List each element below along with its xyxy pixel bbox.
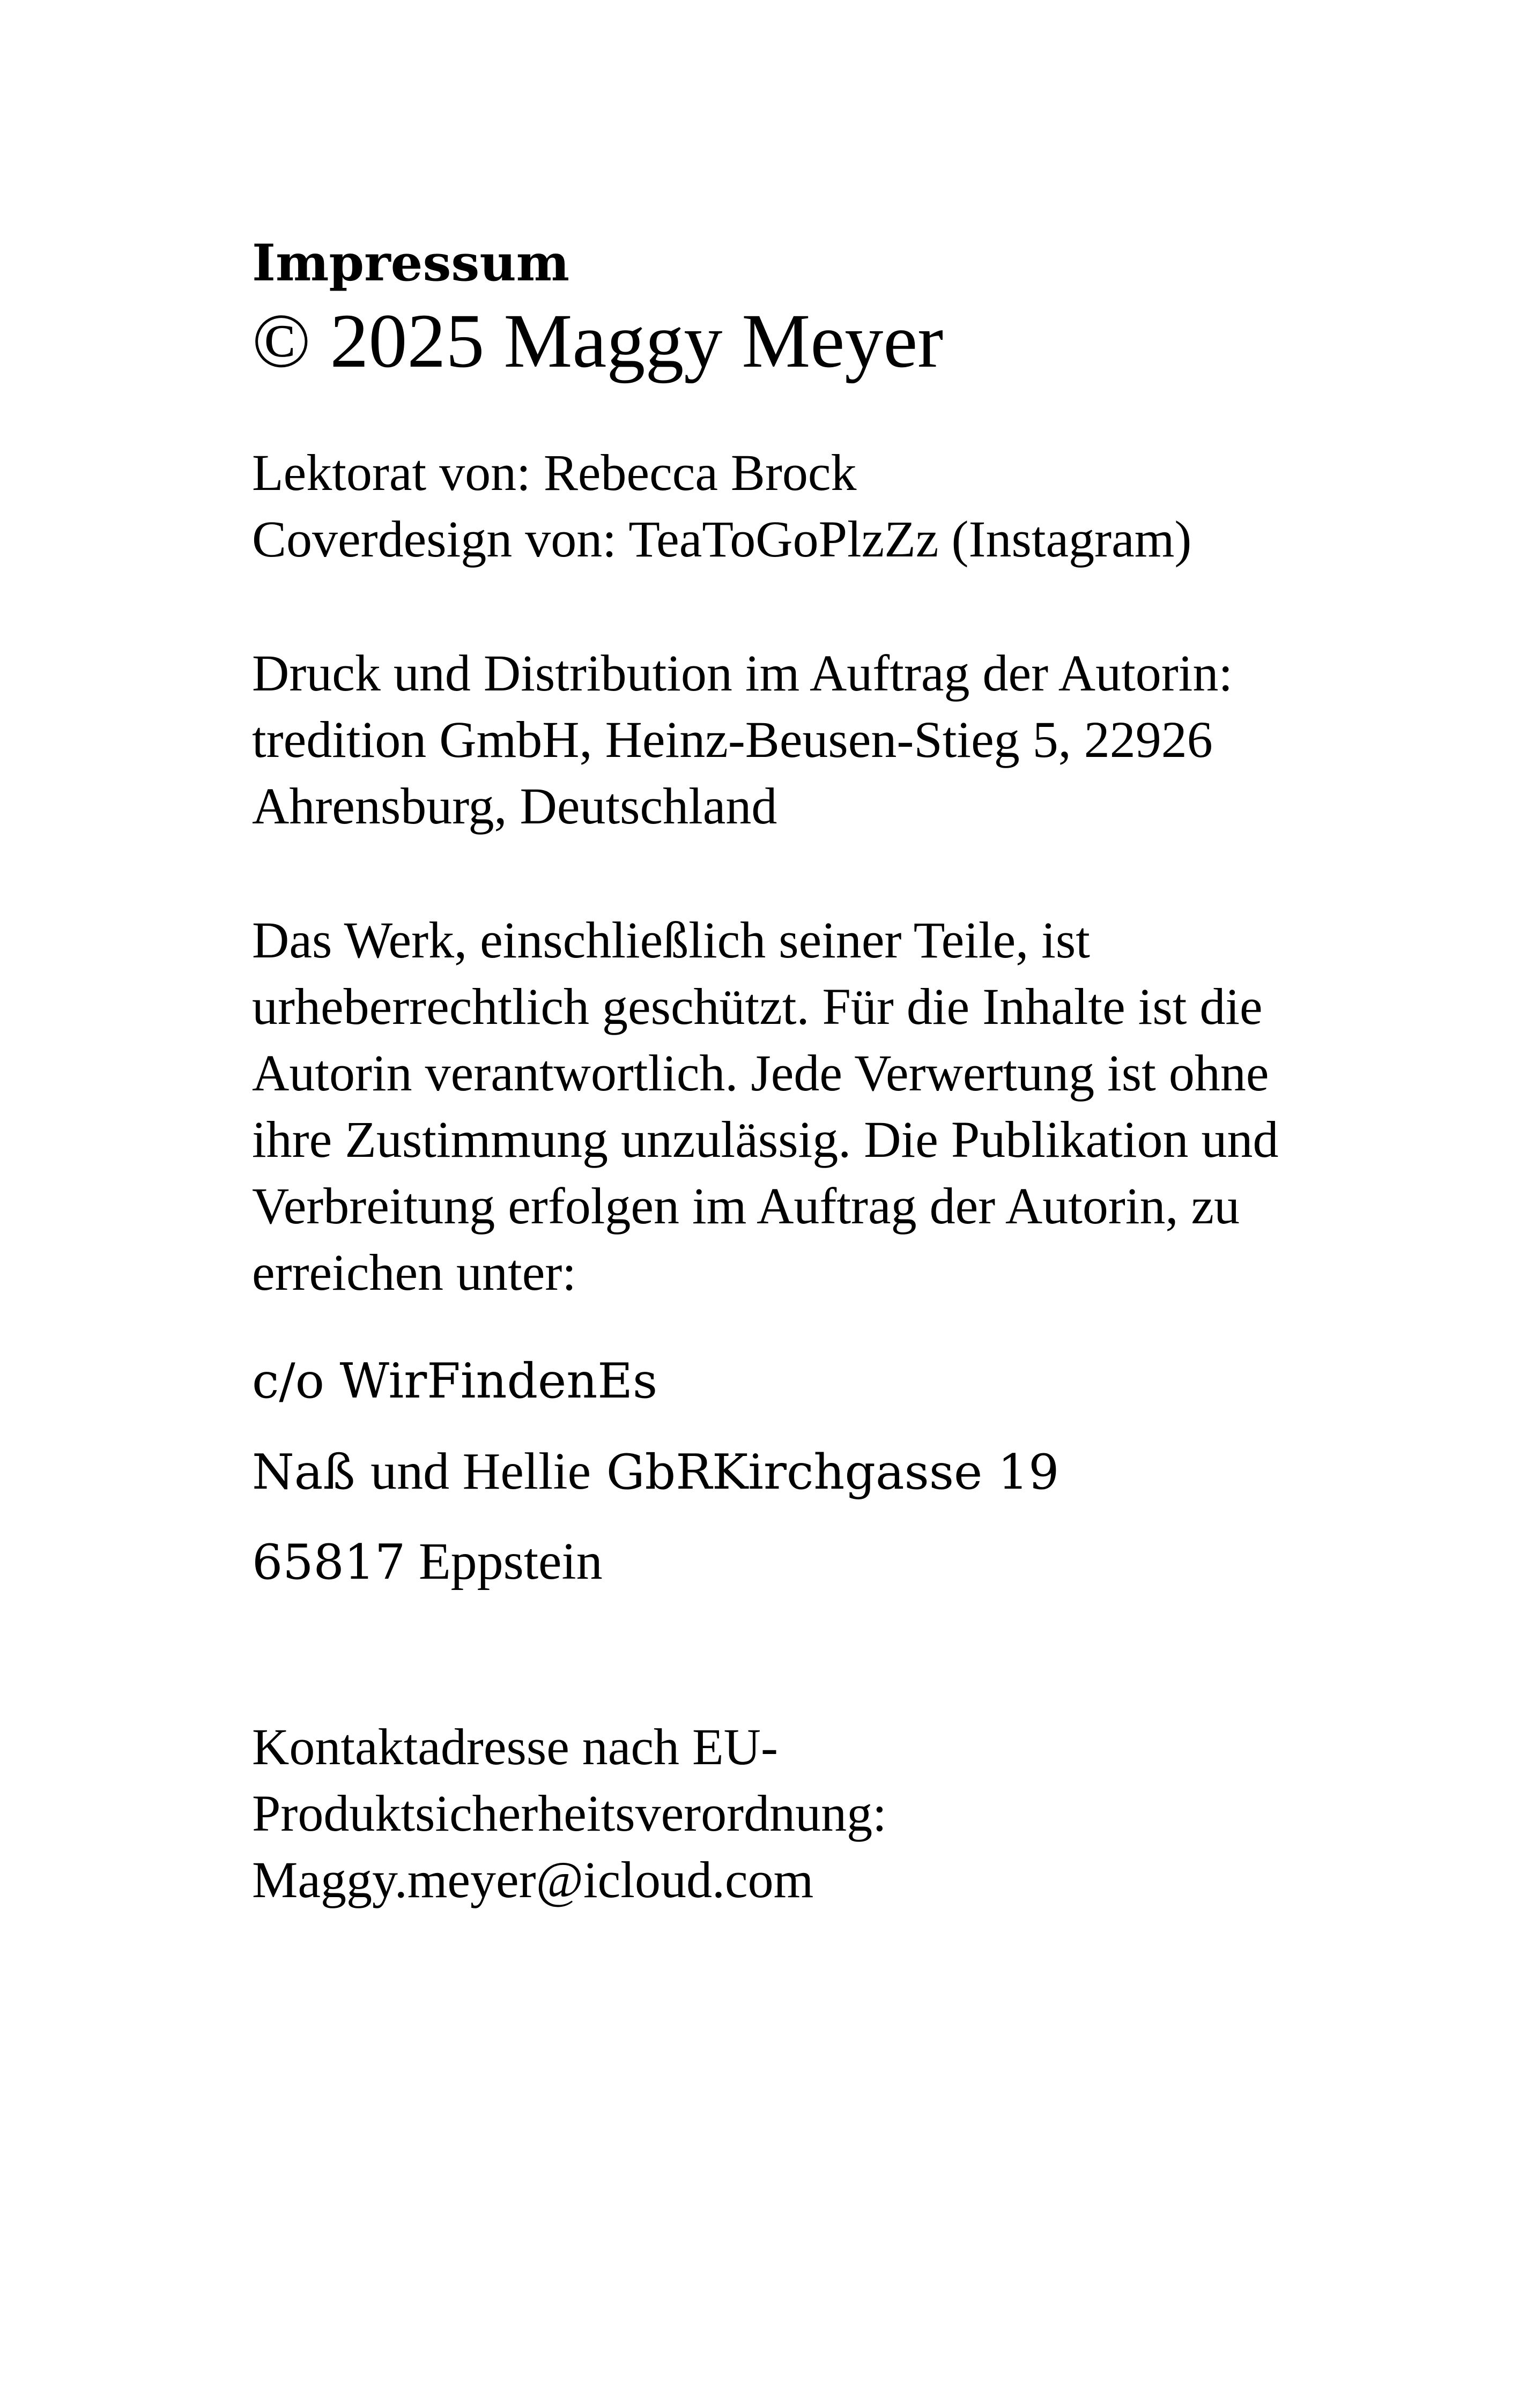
print-line: Druck und Distribution im Auftrag der Autorin: bbox=[252, 644, 1233, 702]
rights-line: ihre Zustimmung unzulässig. Die Publikation und bbox=[252, 1111, 1279, 1168]
rights-line: Autorin verantwortlich. Jede Verwertung ist ohne bbox=[252, 1044, 1269, 1102]
address-line-co: c/o WirFindenEs bbox=[252, 1353, 658, 1409]
contact-email: Maggy.meyer@icloud.com bbox=[252, 1851, 814, 1908]
copyright-statement-block bbox=[252, 907, 1378, 1306]
print-distribution-block bbox=[252, 640, 1378, 839]
copyright-notice: © 2025 Maggy Meyer bbox=[252, 299, 944, 384]
imprint-page bbox=[252, 236, 1378, 1913]
postal-address-block bbox=[252, 1353, 1378, 1592]
contact-block bbox=[252, 1714, 1378, 1913]
address-line-city bbox=[252, 1532, 1378, 1592]
address-street-part: GbRKirchgasse 19 bbox=[591, 1444, 1059, 1500]
address-name-part: und Hellie bbox=[371, 1443, 591, 1500]
contact-line: Produktsicherheitsverordnung: bbox=[252, 1785, 887, 1842]
rights-line: erreichen unter: bbox=[252, 1244, 576, 1301]
address-line-street bbox=[252, 1441, 1378, 1502]
address-name-part: Naß bbox=[252, 1444, 371, 1500]
credits-block bbox=[252, 440, 1378, 573]
rights-line: Verbreitung erfolgen im Auftrag der Autorin, zu bbox=[252, 1177, 1240, 1235]
address-city: Eppstein bbox=[405, 1533, 603, 1591]
editor-credit: Lektorat von: Rebecca Brock bbox=[252, 444, 857, 501]
cover-credit: Coverdesign von: TeaToGoPlzZz (Instagram) bbox=[252, 510, 1192, 568]
print-line: Ahrensburg, Deutschland bbox=[252, 777, 777, 835]
print-line: tredition GmbH, Heinz-Beusen-Stieg 5, 22926 bbox=[252, 711, 1213, 768]
rights-line: urheberrechtlich geschützt. Für die Inhalte ist die bbox=[252, 978, 1263, 1035]
rights-line: Das Werk, einschließlich seiner Teile, ist bbox=[252, 911, 1090, 969]
page-heading: Impressum bbox=[252, 234, 570, 293]
contact-line: Kontaktadresse nach EU- bbox=[252, 1718, 778, 1775]
address-postcode: 65817 bbox=[252, 1534, 406, 1591]
